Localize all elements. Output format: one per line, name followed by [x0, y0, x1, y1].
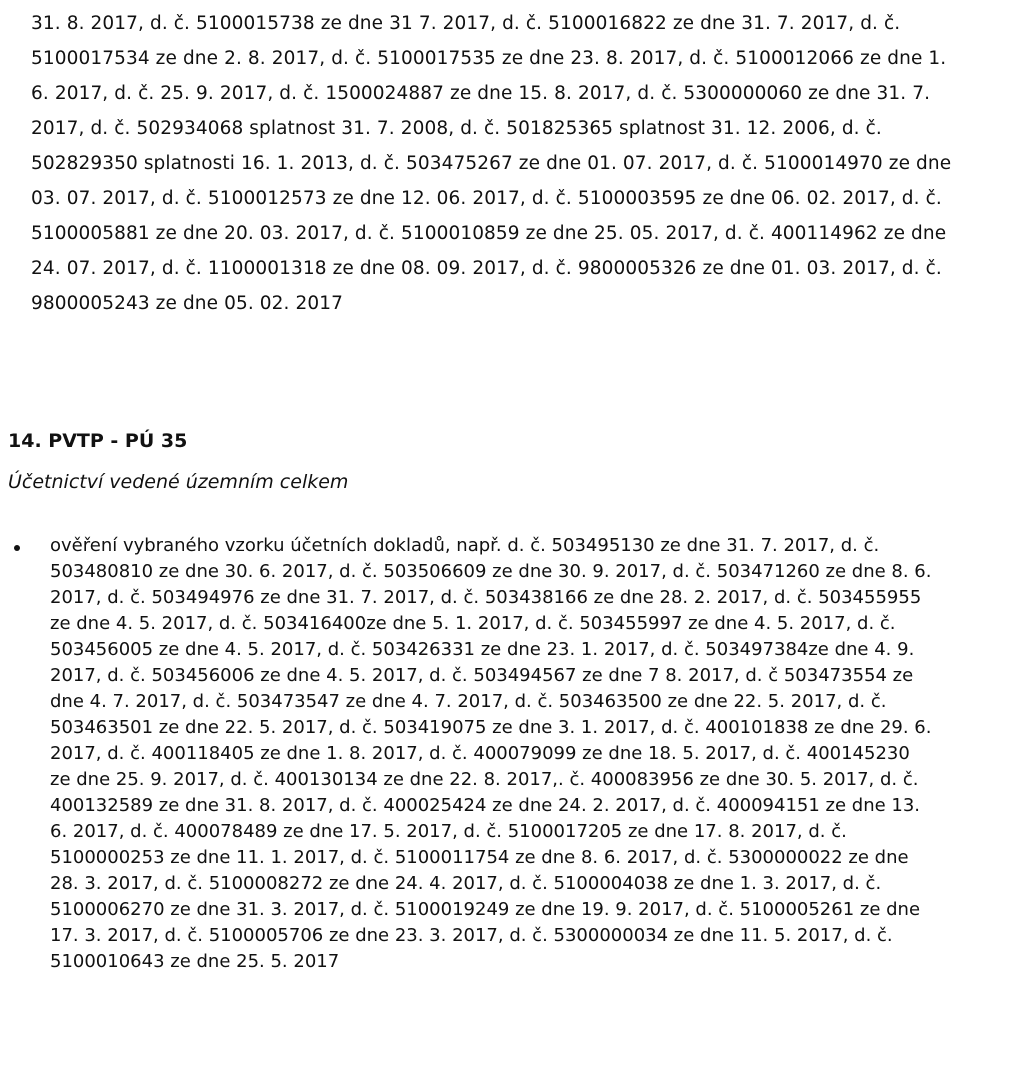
text-line: 5100017534 ze dne 2. 8. 2017, d. č. 5100017535 ze dne 23. 8. 2017, d. č. 5100012066 ze dne 1.	[31, 48, 947, 69]
text-line: 503456005 ze dne 4. 5. 2017, d. č. 503426331 ze dne 23. 1. 2017, d. č. 503497384ze dne 4. 9.	[50, 639, 915, 660]
text-line: 503463501 ze dne 22. 5. 2017, d. č. 503419075 ze dne 3. 1. 2017, d. č. 400101838 ze dne 29. 6.	[50, 717, 932, 738]
text-line: 31. 8. 2017, d. č. 5100015738 ze dne 31 7. 2017, d. č. 5100016822 ze dne 31. 7. 2017, d. č.	[31, 13, 901, 34]
text-line: 5100006270 ze dne 31. 3. 2017, d. č. 5100019249 ze dne 19. 9. 2017, d. č. 5100005261 ze dne	[50, 899, 921, 920]
text-line: 03. 07. 2017, d. č. 5100012573 ze dne 12. 06. 2017, d. č. 5100003595 ze dne 06. 02. 2017, d. č.	[31, 188, 942, 209]
text-line: 2017, d. č. 503456006 ze dne 4. 5. 2017, d. č. 503494567 ze dne 7 8. 2017, d. č 503473554 ze	[50, 665, 914, 686]
text-line: 24. 07. 2017, d. č. 1100001318 ze dne 08. 09. 2017, d. č. 9800005326 ze dne 01. 03. 2017, d. č.	[31, 258, 942, 279]
text-line: 5100010643 ze dne 25. 5. 2017	[50, 951, 340, 972]
text-line: 5100000253 ze dne 11. 1. 2017, d. č. 5100011754 ze dne 8. 6. 2017, d. č. 5300000022 ze dne	[50, 847, 909, 868]
text-line: 9800005243 ze dne 05. 02. 2017	[31, 293, 343, 314]
text-line: ze dne 25. 9. 2017, d. č. 400130134 ze dne 22. 8. 2017,. č. 400083956 ze dne 30. 5. 2017, d. č.	[50, 769, 919, 790]
previous-section-text	[31, 6, 1021, 321]
text-line: 17. 3. 2017, d. č. 5100005706 ze dne 23. 3. 2017, d. č. 5300000034 ze dne 11. 5. 2017, d. č.	[50, 925, 893, 946]
section-heading: 14. PVTP - PÚ 35	[8, 430, 188, 452]
text-line: 2017, d. č. 503494976 ze dne 31. 7. 2017, d. č. 503438166 ze dne 28. 2. 2017, d. č. 503455955	[50, 587, 922, 608]
text-line: 6. 2017, d. č. 400078489 ze dne 17. 5. 2017, d. č. 5100017205 ze dne 17. 8. 2017, d. č.	[50, 821, 847, 842]
text-line: 2017, d. č. 400118405 ze dne 1. 8. 2017, d. č. 400079099 ze dne 18. 5. 2017, d. č. 400145230	[50, 743, 910, 764]
text-line: 503480810 ze dne 30. 6. 2017, d. č. 503506609 ze dne 30. 9. 2017, d. č. 503471260 ze dne 8. 6.	[50, 561, 932, 582]
text-line: 502829350 splatnosti 16. 1. 2013, d. č. 503475267 ze dne 01. 07. 2017, d. č. 5100014970 ze dne	[31, 153, 952, 174]
text-line: 5100005881 ze dne 20. 03. 2017, d. č. 5100010859 ze dne 25. 05. 2017, d. č. 400114962 ze dne	[31, 223, 947, 244]
text-line: 2017, d. č. 502934068 splatnost 31. 7. 2008, d. č. 501825365 splatnost 31. 12. 2006, d. č.	[31, 118, 882, 139]
text-line: 28. 3. 2017, d. č. 5100008272 ze dne 24. 4. 2017, d. č. 5100004038 ze dne 1. 3. 2017, d. č.	[50, 873, 882, 894]
section-subtitle: Účetnictví vedené územním celkem	[8, 471, 349, 493]
bullet-icon	[14, 545, 20, 551]
text-line: ověření vybraného vzorku účetních dokladů, např. d. č. 503495130 ze dne 31. 7. 2017, d. č.	[50, 535, 880, 556]
text-line: 400132589 ze dne 31. 8. 2017, d. č. 400025424 ze dne 24. 2. 2017, d. č. 400094151 ze dne 13.	[50, 795, 921, 816]
text-line: dne 4. 7. 2017, d. č. 503473547 ze dne 4. 7. 2017, d. č. 503463500 ze dne 22. 5. 2017, d. č.	[50, 691, 887, 712]
text-line: 6. 2017, d. č. 25. 9. 2017, d. č. 1500024887 ze dne 15. 8. 2017, d. č. 5300000060 ze dne 31. 7.	[31, 83, 931, 104]
text-line: ze dne 4. 5. 2017, d. č. 503416400ze dne 5. 1. 2017, d. č. 503455997 ze dne 4. 5. 2017, d. č.	[50, 613, 896, 634]
